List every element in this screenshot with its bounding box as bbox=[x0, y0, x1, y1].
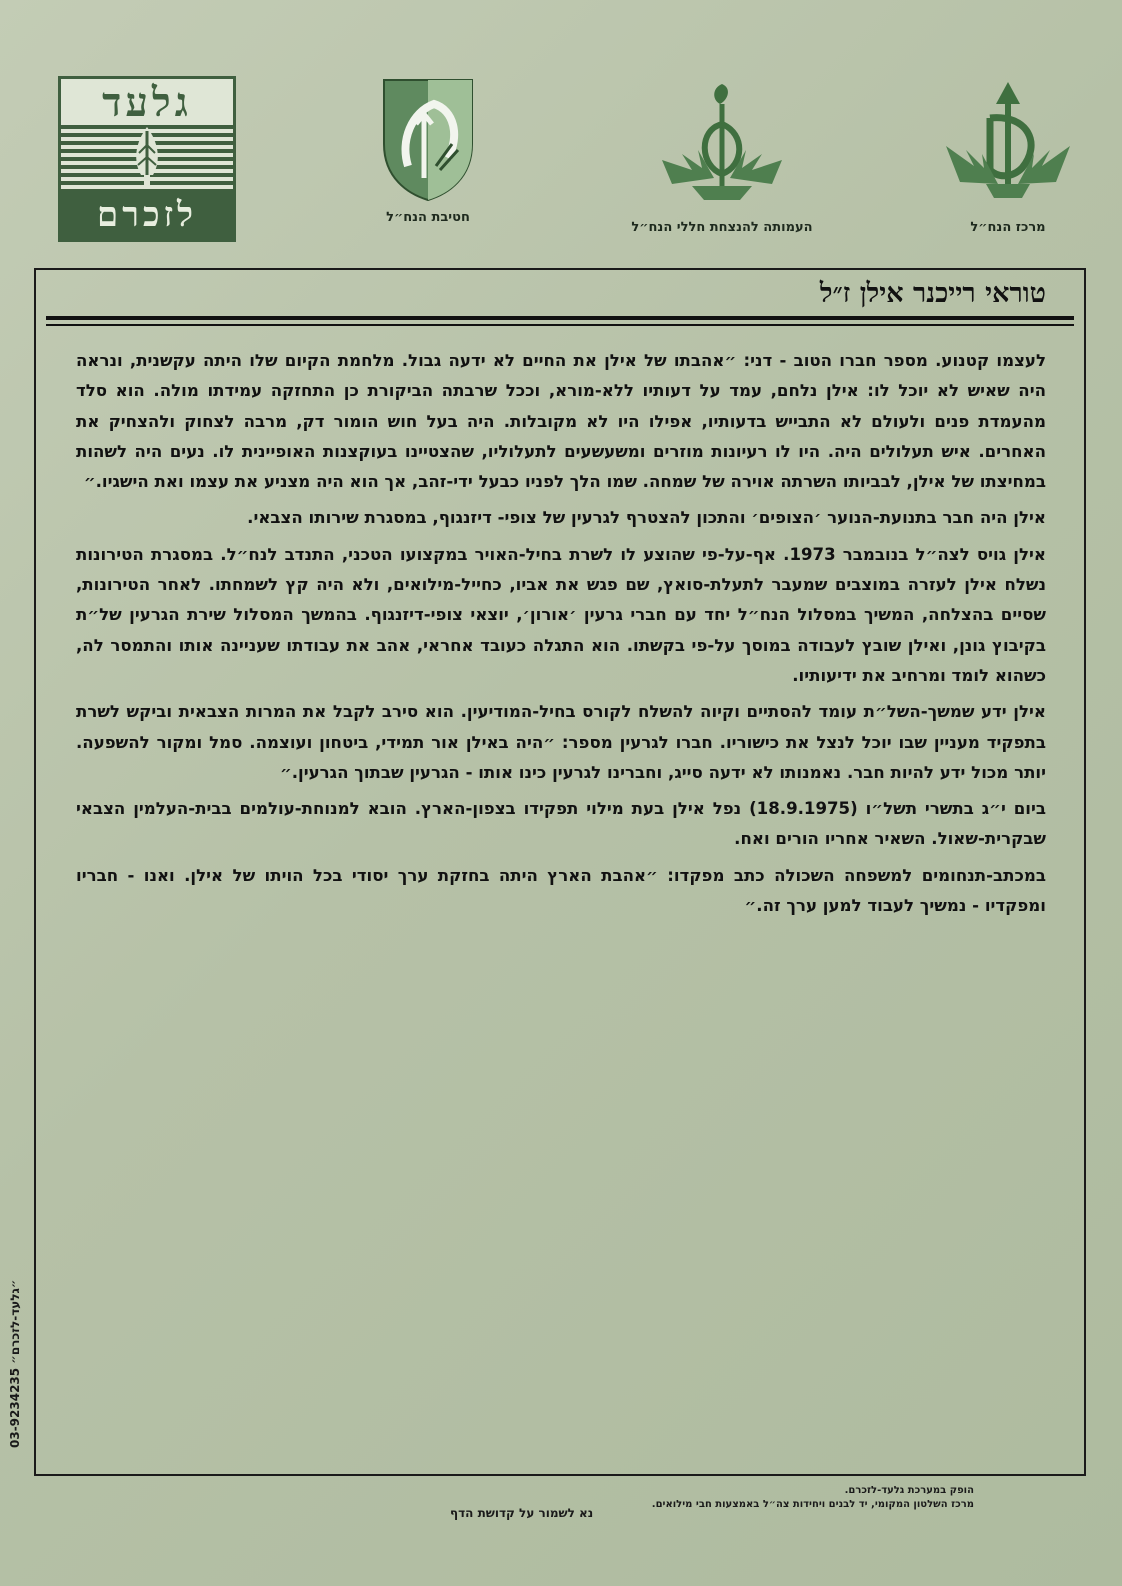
paragraph: לעצמו קטנוע. מספר חברו הטוב - דני: ״אהבתו של אילן את החיים לא ידעה גבול. מלחמת הקיום שלו היתה עקשנית, ונראה היה שאיש לא יוכל לו: אילן נלחם, עמד על דעותיו ללא-מורא, וככל שרבתה הביקורת כן התחזקה עמידתו מולה. הוא סלד מהעמדת פנים ולעולם לא התבייש בדעותיו, אפילו היו לא מקובלות. היה בעל חוש הומור דק, מרבה לצחוק ולהצחיק את האחרים. איש תעלולים היה. היו לו רעיונות מוזרים ומשעשעים לתעלוליו, שהצטיינו בעוקצנות האופיינית לו. נעים היה לשהות במחיצתו של אילן, לבביותו השרתה אוירה של שמחה. שמו הלך לפניו כבעל ידי-זהב, אך הוא היה מצניע את עצמו ואת הישגיו.״ bbox=[76, 351, 1046, 492]
memorial-text bbox=[76, 346, 1046, 927]
sanctity-note: נא לשמור על קדושת הדף bbox=[450, 1506, 594, 1520]
emblem-caption: חטיבת הנח״ל bbox=[386, 210, 470, 225]
paragraph: ביום י״ג בתשרי תשל״ו (18.9.1975) נפל אילן בעת מילוי תפקידו בצפון-הארץ. הובא למנוחת-עולמים בבית-העלמין הצבאי שבקרית-שאול. השאיר אחריו הורים ואח. bbox=[76, 799, 1046, 849]
wreath-emblem-icon bbox=[652, 74, 792, 214]
page-title: טוראי רייכנר אילן ז״ל bbox=[819, 278, 1046, 309]
title-rule-thick bbox=[46, 316, 1074, 320]
publisher-line: מרכז השלטון המקומי, יד לבנים ויחידות צה״ל באמצעות חבי מילואים. bbox=[651, 1499, 974, 1510]
title-rule-thin bbox=[46, 324, 1074, 326]
nahal-emblem-icon bbox=[938, 74, 1078, 214]
paragraph: אילן גויס לצה״ל בנובמבר 1973. אף-על-פי שהוצע לו לשרת בחיל-האויר במקצועו הטכני, התנדב לנח״ל. במסגרת הטירונות נשלח אילן לעזרה במוצבים שמעבר לתעלת-סואץ, שם פגש את אביו, כחייל-מילואים, ולא היה קץ לשמחתו. לאחר הטירונות, שסיים בהצלחה, המשיך במסלול הנח״ל יחד עם חברי גרעין ׳אורון׳, יוצאי צופי-דיזנגוף. בהמשך המסלול שירת הגרעין של״ת בקיבוץ גונן, ואילן שובץ לעבודה במוסך על-פי בקשתו. הוא התגלה כעובד אחראי, אהב את עבודתו שעניינה אותו והתמסר לה, כשהוא לומד ומרחיב את ידיעותיו. bbox=[76, 544, 1046, 685]
memorial-frame bbox=[34, 268, 1086, 1476]
nahal-brigade-emblem bbox=[368, 74, 488, 225]
galed-logo-top-text: גלעד bbox=[102, 78, 192, 126]
emblem-caption: מרכז הנח״ל bbox=[970, 220, 1046, 235]
nahal-fallen-association-emblem bbox=[612, 74, 832, 235]
publisher-line: הופק במערכת גלעד-לזכרם. bbox=[844, 1485, 974, 1496]
galed-logo-stripes bbox=[61, 125, 233, 191]
shield-emblem-icon bbox=[378, 74, 478, 204]
nahal-command-emblem bbox=[928, 74, 1088, 235]
paragraph: אילן היה חבר בתנועת-הנוער ׳הצופים׳ והתכון להצטרף לגרעין של צופי- דיזנגוף, במסגרת שירותו הצבאי. bbox=[247, 508, 1046, 528]
tree-icon bbox=[127, 125, 167, 191]
galed-logo-bottom-text: לזכרם bbox=[61, 191, 233, 239]
paragraph: במכתב-תנחומים למשפחה השכולה כתב מפקדו: ״אהבת הארץ היתה בחזקת ערך יסודי בכל הויתו של אילן. ואנו - חבריו ומפקדיו - נמשיך לעבוד למען ערך זה.״ bbox=[76, 865, 1046, 916]
emblem-caption: העמותה להנצחת חללי הנח״ל bbox=[631, 220, 813, 235]
side-phone-note: 03-9234235 ״גלעד-לזכרם״ bbox=[8, 1279, 22, 1448]
galed-logo bbox=[58, 76, 236, 242]
paragraph: אילן ידע שמשך-השל״ת עומד להסתיים וקיוה להשלח לקורס בחיל-המודיעין. הוא סירב לקבל את המרות הצבאית וביקש לשרת בתפקיד מעניין שבו יוכל לנצל את כישוריו. חברו לגרעין מספר: ״היה באילן אור תמידי, ביטחון ועוצמה. סמל ומקור להשפעה. יותר מכול ידע להיות חבר. נאמנותו לא ידעה סייג, וחברינו לגרעין כינו אותו - הגרעין שבתוך הגרעין.״ bbox=[76, 702, 1046, 782]
publisher-credit bbox=[652, 1484, 974, 1512]
